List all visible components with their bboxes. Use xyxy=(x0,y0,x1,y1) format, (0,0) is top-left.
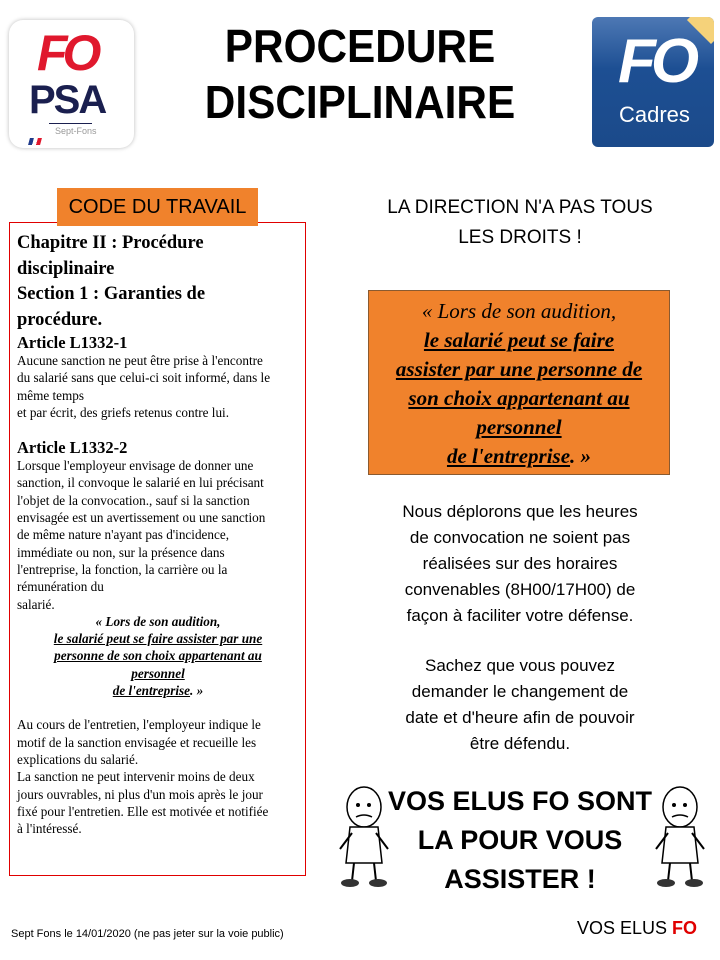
change-date-paragraph: Sachez que vous pouvez demander le changement de date et d'heure afin de pouvoir être défendu. xyxy=(405,656,635,753)
quote-line: le salarié peut se faire assister par une xyxy=(53,631,263,647)
quote-line: personnel xyxy=(476,415,562,439)
fo-cadres-logo xyxy=(592,17,714,147)
french-flag-icon xyxy=(28,138,42,145)
title-line-2: DISCIPLINAIRE xyxy=(204,76,516,128)
footer-date-note: Sept Fons le 14/01/2020 (ne pas jeter sur la voie public) xyxy=(11,928,284,940)
quote-line: le salarié peut se faire xyxy=(423,328,615,352)
footer-fo-text: FO xyxy=(672,918,698,938)
logo-fo-text: FO xyxy=(618,27,695,96)
logo-divider xyxy=(49,123,92,124)
quote-line: assister par une personne de xyxy=(395,357,643,381)
code-du-travail-label: CODE DU TRAVAIL xyxy=(57,188,258,226)
logo-sub-text: Sept-Fons xyxy=(55,126,97,136)
law-text-box xyxy=(9,222,306,876)
article-2-title: Article L1332-2 xyxy=(17,438,128,458)
deplore-paragraph: Nous déplorons que les heures de convocation ne soient pas réalisées sur des horaires convenables (8H00/17H00) de façon à faciliter votre défense. xyxy=(402,502,638,625)
article-2-continued: Au cours de l'entretien, l'employeur indique le motif de la sanction envisagée et recueille les explications du salarié. La sanction ne peut intervenir moins de deux jours ouvrables, ni plus d'un mois après le jour fixé pour l'entretien. Elle est motivée et notifiée à l'intéressé. xyxy=(17,717,269,837)
highlight-quote-box xyxy=(368,290,670,475)
logo-psa-text: PSA xyxy=(29,78,106,122)
title-line-1: PROCEDURE xyxy=(224,20,496,72)
quote-line: personnel xyxy=(131,665,185,681)
quote-close: . » xyxy=(570,444,592,468)
article-1-title: Article L1332-1 xyxy=(17,333,128,352)
footer-elus-text: VOS ELUS xyxy=(577,918,673,938)
article-quote xyxy=(17,613,299,699)
logo-cadres-text: Cadres xyxy=(619,102,690,127)
article-1-body: Aucune sanction ne peut être prise à l'encontre du salarié sans que celui-ci soit informé, dans le même temps et par écrit, des griefs retenus contre lui. xyxy=(17,353,271,420)
direction-heading: LA DIRECTION N'A PAS TOUS LES DROITS ! xyxy=(387,197,653,248)
quote-line: de l'entreprise xyxy=(112,683,191,699)
quote-open: « Lors de son audition, xyxy=(95,613,221,629)
elus-assist-banner: VOS ELUS FO SONT LA POUR VOUS ASSISTER ! xyxy=(387,786,653,894)
mascot-right-icon xyxy=(652,783,708,889)
logo-fo-text: FO xyxy=(37,25,97,81)
quote-close: . » xyxy=(190,683,204,699)
fo-psa-logo xyxy=(9,20,134,148)
quote-line: de l'entreprise xyxy=(446,444,571,468)
quote-line: son choix appartenant au xyxy=(408,386,630,410)
quote-open: « Lors de son audition, xyxy=(421,299,617,323)
article-2-body: Lorsque l'employeur envisage de donner une sanction, il convoque le salarié en lui précisant l'objet de la convocation., sauf si la sanction envisagée est un avertissement ou une sanction de même nature n'ayant pas d'incidence, immédiate ou non, sur la présence dans l'entreprise, la fonction, la carrière ou la rémunération du salarié. xyxy=(17,458,266,612)
footer-signature xyxy=(577,918,697,939)
page-title xyxy=(167,18,553,130)
chapter-heading: Chapitre II : Procédure disciplinaire Section 1 : Garanties de procédure. xyxy=(17,233,206,330)
quote-line: personne de son choix appartenant au xyxy=(54,648,262,664)
